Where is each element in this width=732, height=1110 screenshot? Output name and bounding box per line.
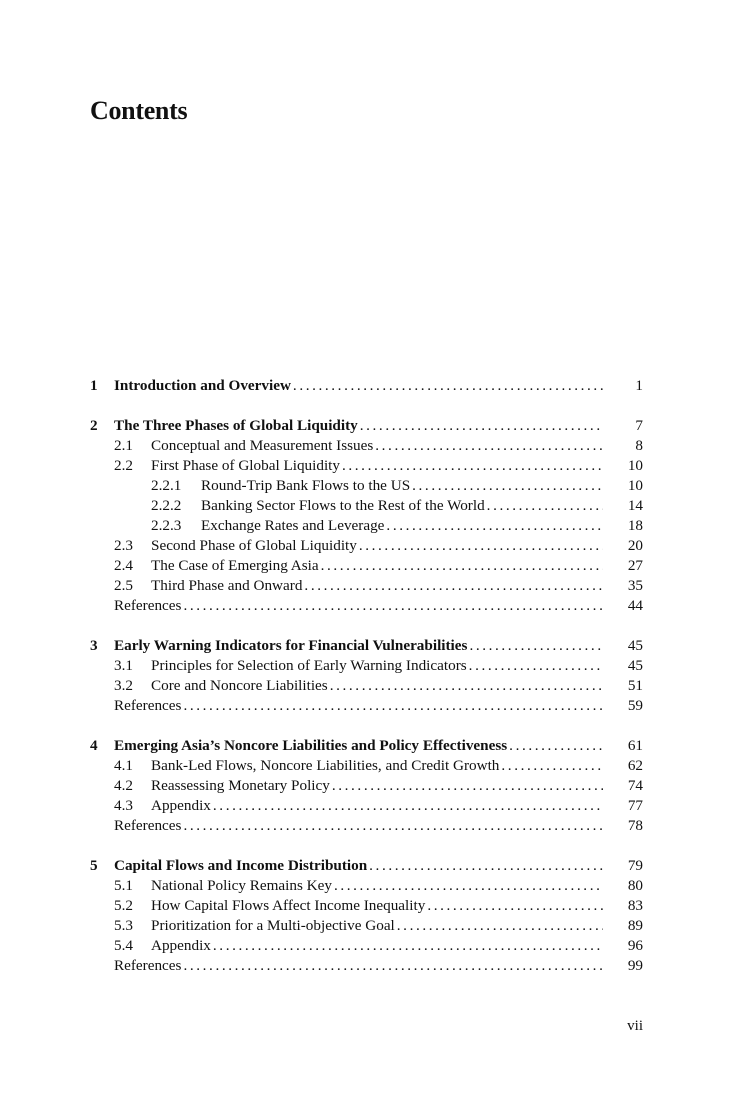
toc-entry-number: 2.5 [114,577,133,594]
toc-entry-title: Reassessing Monetary Policy [151,777,330,794]
toc-entry-number: 2.2.2 [151,497,182,514]
toc-entry-page: 45 [627,657,643,674]
toc-entry-number: 2.4 [114,557,133,574]
toc-entry-subsection[interactable] [90,496,643,516]
toc-entry-page: 45 [627,637,643,654]
toc-entry-title: The Three Phases of Global Liquidity [114,417,358,434]
dot-leader [183,596,603,616]
toc-entry-title: Appendix [151,797,211,814]
toc-entry-page: 96 [627,937,643,954]
dot-leader [427,896,603,916]
toc-entry-title: Second Phase of Global Liquidity [151,537,357,554]
dot-leader [375,436,603,456]
dot-leader [332,776,603,796]
toc-entry-section[interactable] [90,876,643,896]
toc-entry-title: References [114,597,182,614]
toc-entry-page: 10 [627,457,643,474]
toc-entry-number: 3.1 [114,657,133,674]
toc-entry-page: 20 [627,537,643,554]
toc-entry-title: Introduction and Overview [114,377,291,394]
dot-leader [321,556,603,576]
toc-entry-page: 14 [627,497,643,514]
toc-entry-page: 10 [627,477,643,494]
toc-entry-title: Prioritization for a Multi-objective Goal [151,917,395,934]
toc-entry-title: National Policy Remains Key [151,877,332,894]
toc-entry-section[interactable] [90,536,643,556]
toc-entry-title: References [114,817,182,834]
toc-entry-title: Appendix [151,937,211,954]
toc-entry-refs[interactable] [90,596,643,616]
dot-leader [293,376,603,396]
toc-entry-title: Principles for Selection of Early Warning Indicators [151,657,467,674]
dot-leader [412,476,603,496]
toc-entry-page: 79 [627,857,643,874]
toc-entry-chapter[interactable] [90,856,643,876]
toc-entry-page: 35 [627,577,643,594]
toc-entry-page: 80 [627,877,643,894]
toc-entry-page: 61 [627,737,643,754]
dot-leader [342,456,603,476]
toc-entry-page: 77 [627,797,643,814]
toc-entry-chapter[interactable] [90,636,643,656]
toc-entry-title: First Phase of Global Liquidity [151,457,340,474]
toc-entry-title: Early Warning Indicators for Financial Vulnerabilities [114,637,468,654]
toc-entry-title: Round-Trip Bank Flows to the US [201,477,411,494]
toc-entry-number: 3 [90,637,98,654]
dot-leader [183,816,603,836]
toc-entry-title: How Capital Flows Affect Income Inequality [151,897,426,914]
page-number: vii [627,1018,643,1034]
toc-entry-section[interactable] [90,456,643,476]
dot-leader [183,696,603,716]
toc-entry-title: Banking Sector Flows to the Rest of the World [201,497,485,514]
toc-entry-number: 5.3 [114,917,133,934]
toc-entry-page: 18 [627,517,643,534]
toc-entry-section[interactable] [90,656,643,676]
toc-entry-title: Conceptual and Measurement Issues [151,437,374,454]
toc-entry-subsection[interactable] [90,516,643,536]
toc-entry-section[interactable] [90,896,643,916]
toc-entry-refs[interactable] [90,956,643,976]
toc-entry-page: 44 [627,597,643,614]
toc-entry-number: 2.1 [114,437,133,454]
toc-entry-title: Emerging Asia’s Noncore Liabilities and Policy Effectiveness [114,737,508,754]
toc-entry-title: References [114,697,182,714]
dot-leader [304,576,603,596]
toc-entry-number: 4.1 [114,757,133,774]
toc-entry-page: 59 [627,697,643,714]
toc-entry-page: 27 [627,557,643,574]
toc-entry-chapter[interactable] [90,736,643,756]
toc-entry-section[interactable] [90,796,643,816]
toc-entry-number: 3.2 [114,677,133,694]
toc-entry-number: 4.2 [114,777,133,794]
toc-entry-number: 1 [90,377,98,394]
toc-entry-number: 2.3 [114,537,133,554]
toc-entry-page: 83 [627,897,643,914]
dot-leader [330,676,603,696]
toc-entry-page: 89 [627,917,643,934]
dot-leader [183,956,603,976]
toc-entry-number: 5.2 [114,897,133,914]
toc-entry-title: Core and Noncore Liabilities [151,677,328,694]
toc-entry-page: 7 [635,417,643,434]
toc-entry-page: 51 [627,677,643,694]
toc-entry-section[interactable] [90,916,643,936]
toc-entry-page: 99 [627,957,643,974]
toc-entry-subsection[interactable] [90,476,643,496]
toc-entry-number: 2 [90,417,98,434]
toc-entry-title: Exchange Rates and Leverage [201,517,385,534]
dot-leader [509,736,603,756]
toc-entry-chapter[interactable] [90,376,643,396]
dot-leader [386,516,603,536]
dot-leader [487,496,603,516]
toc-entry-section[interactable] [90,436,643,456]
dot-leader [369,856,603,876]
dot-leader [360,416,603,436]
toc-entry-section[interactable] [90,936,643,956]
toc-entry-number: 2.2 [114,457,133,474]
toc-entry-refs[interactable] [90,696,643,716]
toc-entry-section[interactable] [90,676,643,696]
toc-entry-section[interactable] [90,776,643,796]
dot-leader [359,536,603,556]
toc-entry-title: Third Phase and Onward [151,577,303,594]
toc-entry-title: Bank-Led Flows, Noncore Liabilities, and Credit Growth [151,757,500,774]
toc-entry-section[interactable] [90,756,643,776]
toc-entry-number: 5.1 [114,877,133,894]
toc-entry-chapter[interactable] [90,416,643,436]
toc-entry-section[interactable] [90,576,643,596]
toc-entry-section[interactable] [90,556,643,576]
toc-entry-refs[interactable] [90,816,643,836]
dot-leader [213,936,603,956]
toc-entry-page: 62 [627,757,643,774]
toc-entry-number: 2.2.1 [151,477,182,494]
table-of-contents [90,376,643,976]
toc-entry-number: 4 [90,737,98,754]
dot-leader [334,876,603,896]
toc-entry-page: 1 [635,377,643,394]
page-title: Contents [90,96,188,125]
dot-leader [501,756,603,776]
toc-entry-number: 5 [90,857,98,874]
toc-entry-page: 78 [627,817,643,834]
dot-leader [469,656,603,676]
toc-entry-number: 2.2.3 [151,517,182,534]
toc-entry-number: 5.4 [114,937,133,954]
toc-entry-title: The Case of Emerging Asia [151,557,319,574]
toc-entry-page: 8 [635,437,643,454]
toc-entry-number: 4.3 [114,797,133,814]
toc-entry-page: 74 [627,777,643,794]
dot-leader [469,636,603,656]
dot-leader [213,796,603,816]
toc-entry-title: References [114,957,182,974]
dot-leader [397,916,603,936]
toc-entry-title: Capital Flows and Income Distribution [114,857,368,874]
